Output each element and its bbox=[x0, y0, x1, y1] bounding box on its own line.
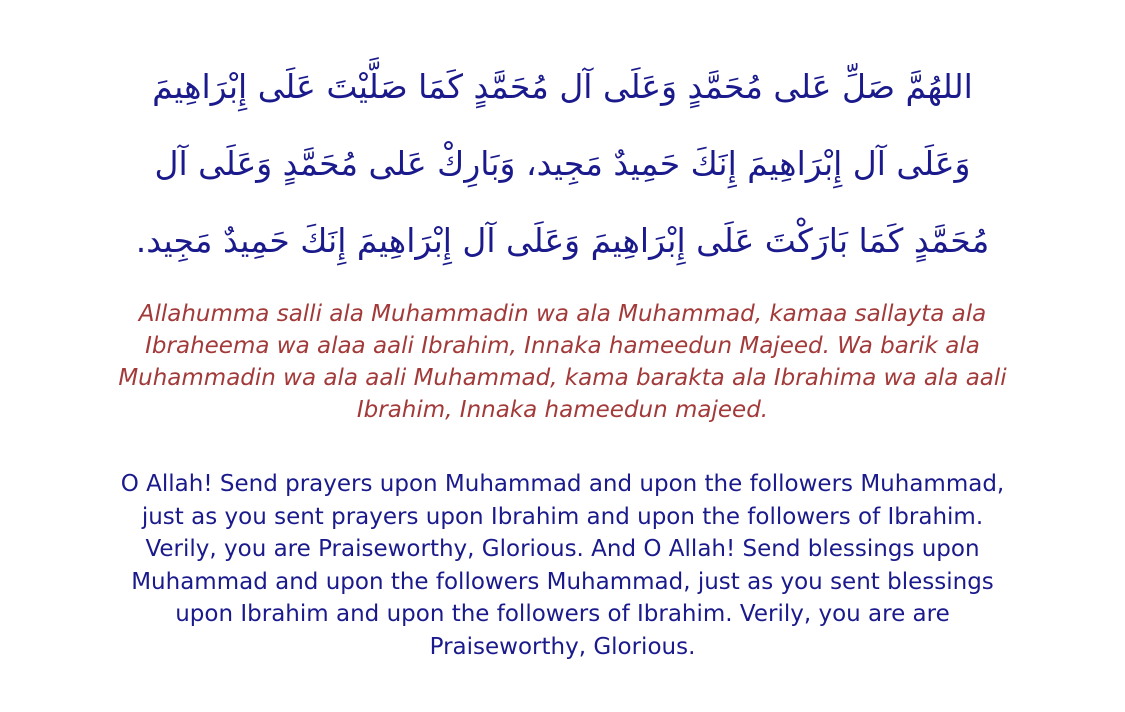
translation-line: just as you sent prayers upon Ibrahim and upon the followers of Ibrahim. bbox=[141, 503, 984, 530]
transliteration-line: Allahumma salli ala Muhammadin wa ala Muhammad, kamaa sallayta ala bbox=[138, 301, 987, 327]
translation-line: Muhammad and upon the followers Muhammad, just as you sent blessings bbox=[131, 568, 994, 595]
arabic-line: مُحَمَّدٍ كَمَا بَارَكْتَ عَلَى إِبْرَاهِيمَ وَعَلَى آل إِبْرَاهِيمَ إِنَكَ حَمِيدٌ مَجِيد. bbox=[135, 221, 990, 260]
translation-paragraph bbox=[20, 468, 1105, 663]
transliteration-line: Ibrahim, Innaka hameedun majeed. bbox=[356, 397, 769, 423]
translation-line: Praiseworthy, Glorious. bbox=[429, 633, 696, 660]
transliteration-line: Ibraheema wa alaa aali Ibrahim, Innaka hameedun Majeed. Wa barik ala bbox=[145, 333, 980, 359]
transliteration-line: Muhammadin wa ala aali Muhammad, kama barakta ala Ibrahima wa ala aali bbox=[118, 365, 1007, 391]
arabic-line: وَعَلَى آل إِبْرَاهِيمَ إِنَكَ حَمِيدٌ مَجِيد، وَبَارِكْ عَلى مُحَمَّدٍ وَعَلَى آل bbox=[154, 144, 971, 183]
translation-line: O Allah! Send prayers upon Muhammad and upon the followers Muhammad, bbox=[120, 471, 1005, 497]
translation-line: upon Ibrahim and upon the followers of Ibrahim. Verily, you are are bbox=[175, 601, 950, 627]
arabic-text-block bbox=[40, 48, 1085, 279]
translation-line: Verily, you are Praiseworthy, Glorious. And O Allah! Send blessings upon bbox=[145, 536, 980, 562]
transliteration-paragraph bbox=[20, 298, 1105, 426]
arabic-line: اللهُمَّ صَلِّ عَلى مُحَمَّدٍ وَعَلَى آل مُحَمَّدٍ كَمَا صَلَّيْتَ عَلَى إِبْرَاهِيمَ bbox=[152, 67, 973, 106]
